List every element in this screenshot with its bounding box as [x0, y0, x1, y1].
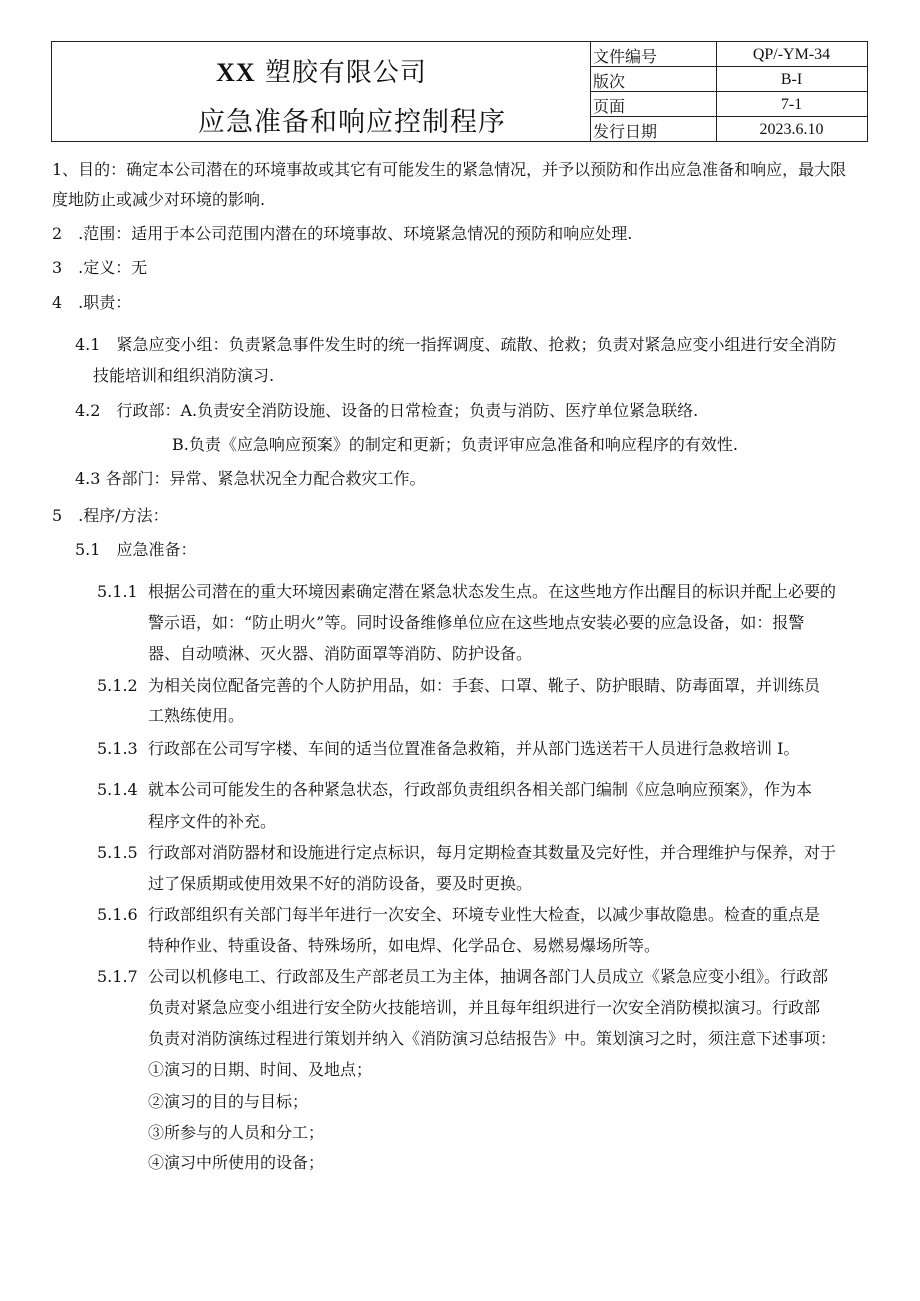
- list-item: ①演习的日期、时间、及地点；: [148, 1060, 373, 1079]
- item-4-2-b: B.负责《应急响应预案》的制定和更新；负责评审应急准备和响应程序的有效性.: [172, 435, 738, 454]
- section-scope: 2 .范围：适用于本公司范围内潜在的环境事故、环境紧急情况的预防和响应处理.: [52, 224, 633, 243]
- item-4-1-cont: 技能培训和组织消防演习.: [93, 366, 275, 385]
- meta-value: 2023.6.10: [759, 121, 824, 138]
- item-5-1-6-cont: 特种作业、特重设备、特殊场所，如电焊、化学品仓、易燃易爆场所等。: [148, 936, 661, 955]
- item-number: 5.1.4: [97, 780, 138, 799]
- item-5-1-4: 就本公司可能发生的各种紧急状态，行政部负责组织各相关部门编制《应急响应预案》，作为本: [148, 780, 813, 799]
- meta-value: 7-1: [780, 96, 803, 113]
- item-5-1-2: 为相关岗位配备完善的个人防护用品，如：手套、口罩、靴子、防护眼睛、防毒面罩，并训练员: [148, 676, 821, 695]
- list-item: ③所参与的人员和分工；: [148, 1123, 325, 1142]
- item-5-1-1: 根据公司潜在的重大环境因素确定潜在紧急状态发生点。在这些地方作出醒目的标识并配上必要的: [148, 582, 837, 601]
- item-5-1-5-cont: 过了保质期或使用效果不好的消防设备，要及时更换。: [148, 874, 533, 893]
- item-number: 5.1.2: [97, 676, 138, 695]
- item-4-3: 4.3 各部门：异常、紧急状况全力配合救灾工作。: [75, 469, 426, 488]
- item-number: 5.1.7: [97, 967, 138, 986]
- meta-label: 发行日期: [593, 122, 658, 141]
- item-5-1-4-cont: 程序文件的补充。: [148, 812, 277, 831]
- company-name: [52, 52, 591, 89]
- item-5-1-7-cont: 负责对紧急应变小组进行安全防火技能培训，并且每年组织进行一次安全消防模拟演习。行政部: [148, 998, 821, 1017]
- meta-value: QP/-YM-34: [752, 46, 831, 63]
- meta-label: 版次: [593, 72, 626, 91]
- meta-value: B-I: [780, 71, 803, 88]
- item-5-1-5: 行政部对消防器材和设施进行定点标识，每月定期检查其数量及完好性，并合理维护与保养，对于: [148, 843, 837, 862]
- list-item: ④演习中所使用的设备；: [148, 1153, 325, 1172]
- meta-label: 页面: [593, 97, 626, 116]
- item-5-1-7: 公司以机修电工、行政部及生产部老员工为主体，抽调各部门人员成立《紧急应变小组》。行政部: [148, 967, 829, 986]
- item-5-1-1-cont: 警示语，如：“防止明火”等。同时设备维修单位应在这些地点安装必要的应急设备，如：报警: [148, 613, 805, 632]
- list-item: ②演习的目的与目标；: [148, 1092, 309, 1111]
- company-prefix: XX: [216, 58, 256, 87]
- item-number: 5.1.1: [97, 582, 138, 601]
- item-5-1-7-cont: 负责对消防演练过程进行策划并纳入《消防演习总结报告》中。策划演习之时，须注意下述事项：: [148, 1029, 837, 1048]
- section-definition: 3 .定义：无: [52, 258, 148, 277]
- item-4-2-a: 4.2 行政部：A.负责安全消防设施、设备的日常检查；负责与消防、医疗单位紧急联络.: [75, 401, 699, 420]
- item-4-1: 4.1 紧急应变小组：负责紧急事件发生时的统一指挥调度、疏散、抢救；负责对紧急应变小组进行安全消防: [75, 335, 837, 354]
- section-procedure: 5 .程序/方法：: [52, 506, 169, 525]
- meta-row-version: [591, 67, 867, 92]
- section-purpose-cont: 度地防止或减少对环境的影响.: [52, 190, 266, 209]
- company-name-text: 塑胶有限公司: [264, 58, 427, 88]
- document-title: 应急准备和响应控制程序: [198, 107, 506, 138]
- item-5-1-1-cont: 器、自动喷淋、灭火器、消防面罩等消防、防护设备。: [148, 644, 533, 663]
- item-number: 5.1.3: [97, 739, 138, 758]
- item-number: 5.1.5: [97, 843, 138, 862]
- item-5-1-2-cont: 工熟练使用。: [148, 706, 245, 725]
- item-5-1-6: 行政部组织有关部门每半年进行一次安全、环境专业性大检查，以减少事故隐患。检查的重点是: [148, 905, 821, 924]
- section-responsibilities: 4 .职责：: [52, 293, 132, 312]
- meta-row-page: [591, 92, 867, 117]
- item-5-1-3: 行政部在公司写字楼、车间的适当位置准备急救箱，并从部门选送若干人员进行急救培训 I。: [148, 739, 800, 758]
- meta-row-issue-date: [591, 117, 867, 142]
- section-purpose: 1、目的：确定本公司潜在的环境事故或其它有可能发生的紧急情况，并予以预防和作出应急准备和响应，最大限: [52, 160, 847, 179]
- meta-label: 文件编号: [593, 47, 658, 66]
- item-number: 5.1.6: [97, 905, 138, 924]
- header-title-cell: [52, 42, 591, 141]
- meta-row-doc-number: [591, 42, 867, 67]
- item-5-1: 5.1 应急准备：: [75, 540, 197, 559]
- header-table: [51, 41, 868, 142]
